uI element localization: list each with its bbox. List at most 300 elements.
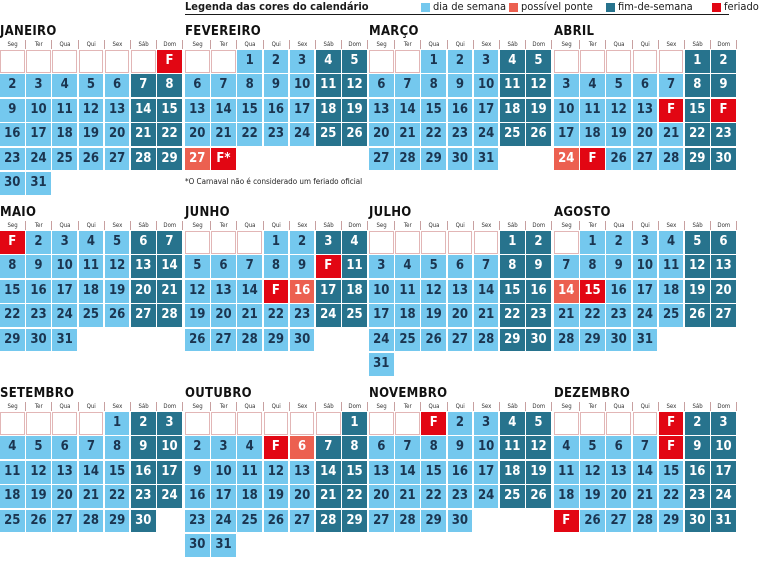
weekday-label: Sáb — [131, 40, 157, 49]
day-cell: 19 — [580, 485, 605, 508]
day-cell: 16 — [185, 485, 210, 508]
day-cell: 18 — [79, 280, 104, 303]
weekend-day-cell: 25 — [342, 304, 367, 327]
day-cell: 23 — [290, 304, 315, 327]
day-cell: 31 — [52, 329, 77, 352]
holiday-cell: F — [580, 148, 605, 171]
month-name: ABRIL — [554, 24, 595, 39]
day-cell: 11 — [554, 461, 579, 484]
weekday-label: Qua — [606, 221, 632, 230]
day-cell: 17 — [211, 485, 236, 508]
weekend-day-cell: 4 — [316, 50, 341, 73]
day-cell: 18 — [659, 280, 684, 303]
weekend-day-cell: 22 — [157, 123, 182, 146]
day-cell: 31 — [633, 329, 658, 352]
day-cell: 28 — [633, 510, 658, 533]
day-cell: 20 — [606, 485, 631, 508]
weekday-label: Qua — [421, 40, 447, 49]
weekday-label: Dom — [711, 402, 737, 411]
day-cell: 13 — [185, 99, 210, 122]
day-cell: 5 — [421, 255, 446, 278]
day-cell: 18 — [580, 123, 605, 146]
day-cell: 24 — [211, 510, 236, 533]
holiday-cell: F — [554, 510, 579, 533]
day-cell: 31 — [369, 353, 394, 376]
weekday-label: Dom — [711, 221, 737, 230]
weekend-day-cell: 28 — [157, 304, 182, 327]
day-cell: 6 — [606, 436, 631, 459]
day-cell: 8 — [421, 74, 446, 97]
weekend-day-cell: 26 — [342, 123, 367, 146]
weekend-day-cell: 6 — [711, 231, 736, 254]
empty-cell — [554, 412, 579, 435]
day-cell: 24 — [474, 123, 499, 146]
weekday-label: Seg — [554, 402, 580, 411]
day-cell: 19 — [606, 123, 631, 146]
weekday-label: Qui — [264, 221, 290, 230]
day-cell: 10 — [290, 74, 315, 97]
weekday-label: Seg — [369, 40, 395, 49]
weekday-label: Sex — [474, 221, 500, 230]
empty-cell — [185, 50, 210, 73]
month-name: MAIO — [0, 205, 37, 220]
month-name: OUTUBRO — [185, 386, 252, 401]
weekday-label: Dom — [526, 402, 552, 411]
day-cell: 27 — [211, 329, 236, 352]
day-cell: 3 — [474, 412, 499, 435]
weekend-day-cell: 11 — [316, 74, 341, 97]
weekend-day-cell: 25 — [500, 485, 525, 508]
day-cell: 9 — [264, 74, 289, 97]
weekend-day-cell: 17 — [316, 280, 341, 303]
weekend-day-cell: 3 — [157, 412, 182, 435]
day-cell: 26 — [580, 510, 605, 533]
day-cell: 23 — [606, 304, 631, 327]
day-cell: 4 — [52, 74, 77, 97]
day-cell: 31 — [474, 148, 499, 171]
weekend-day-cell: 16 — [526, 280, 551, 303]
day-cell: 13 — [448, 280, 473, 303]
day-cell: 27 — [369, 510, 394, 533]
weekend-day-cell: 12 — [526, 436, 551, 459]
legend-item-w — [421, 1, 506, 13]
legend-item-f — [712, 1, 759, 13]
day-cell: 17 — [554, 123, 579, 146]
day-cell: 3 — [211, 436, 236, 459]
empty-cell — [395, 50, 420, 73]
holiday-cell: F — [157, 50, 182, 73]
day-cell: 22 — [421, 123, 446, 146]
day-cell: 5 — [580, 436, 605, 459]
day-cell: 2 — [448, 412, 473, 435]
month-name: AGOSTO — [554, 205, 611, 220]
weekend-day-cell: 2 — [685, 412, 710, 435]
day-cell: 24 — [52, 304, 77, 327]
empty-cell — [185, 231, 210, 254]
weekend-day-cell: 14 — [157, 255, 182, 278]
day-cell: 19 — [264, 485, 289, 508]
weekend-day-cell: 3 — [711, 412, 736, 435]
day-cell: 13 — [369, 461, 394, 484]
bridge-day-cell: 14 — [554, 280, 579, 303]
empty-cell — [79, 412, 104, 435]
day-cell: 30 — [448, 510, 473, 533]
day-cell: 22 — [237, 123, 262, 146]
holiday-cell: F — [264, 280, 289, 303]
day-cell: 18 — [237, 485, 262, 508]
day-cell: 29 — [421, 148, 446, 171]
empty-cell — [0, 412, 25, 435]
weekday-header — [554, 402, 729, 411]
day-cell: 7 — [79, 436, 104, 459]
day-cell: 18 — [52, 123, 77, 146]
day-cell: 23 — [0, 148, 25, 171]
day-cell: 28 — [395, 510, 420, 533]
empty-cell — [369, 50, 394, 73]
weekday-label: Sáb — [685, 402, 711, 411]
day-cell: 6 — [211, 255, 236, 278]
weekday-label: Sáb — [500, 402, 526, 411]
day-cell: 13 — [369, 99, 394, 122]
day-cell: 14 — [395, 99, 420, 122]
day-cell: 25 — [52, 148, 77, 171]
weekday-header — [554, 40, 729, 49]
weekday-label: Sáb — [685, 221, 711, 230]
day-cell: 28 — [237, 329, 262, 352]
weekday-label: Sex — [474, 402, 500, 411]
weekday-label: Seg — [369, 221, 395, 230]
weekend-day-cell: 14 — [316, 461, 341, 484]
weekend-day-cell: 26 — [685, 304, 710, 327]
day-cell: 23 — [26, 304, 51, 327]
day-cell: 3 — [290, 50, 315, 73]
weekday-label: Ter — [211, 402, 237, 411]
weekend-day-cell: 30 — [711, 148, 736, 171]
weekday-label: Ter — [395, 402, 421, 411]
weekday-label: Qui — [79, 221, 105, 230]
weekend-day-cell: 19 — [685, 280, 710, 303]
empty-cell — [633, 50, 658, 73]
day-cell: 25 — [395, 329, 420, 352]
holiday-cell: F — [421, 412, 446, 435]
day-cell: 16 — [448, 99, 473, 122]
weekend-day-cell: 25 — [500, 123, 525, 146]
weekend-day-cell: 2 — [711, 50, 736, 73]
weekday-label: Ter — [26, 40, 52, 49]
day-cell: 26 — [185, 329, 210, 352]
weekend-day-cell: 2 — [526, 231, 551, 254]
bridge-day-cell: 24 — [554, 148, 579, 171]
weekday-label: Qua — [52, 40, 78, 49]
day-cell: 10 — [211, 461, 236, 484]
weekend-day-cell: 29 — [157, 148, 182, 171]
weekend-day-cell: 11 — [500, 74, 525, 97]
empty-cell — [316, 412, 341, 435]
weekday-header — [185, 221, 360, 230]
weekday-label: Sex — [105, 40, 131, 49]
weekday-label: Sáb — [685, 40, 711, 49]
day-cell: 3 — [369, 255, 394, 278]
weekday-header — [0, 402, 175, 411]
weekday-label: Dom — [157, 402, 183, 411]
day-cell: 21 — [395, 123, 420, 146]
legend-item-b — [509, 1, 593, 13]
month-name: FEVEREIRO — [185, 24, 262, 39]
weekday-label: Sex — [290, 40, 316, 49]
weekend-day-cell: 9 — [711, 74, 736, 97]
day-cell: 6 — [185, 74, 210, 97]
day-cell: 3 — [52, 231, 77, 254]
legend-swatch — [712, 3, 721, 12]
day-cell: 7 — [395, 74, 420, 97]
day-cell: 15 — [421, 99, 446, 122]
day-cell: 7 — [633, 436, 658, 459]
empty-cell — [659, 50, 684, 73]
weekend-day-cell: 19 — [526, 99, 551, 122]
day-cell: 2 — [185, 436, 210, 459]
day-cell: 17 — [369, 304, 394, 327]
day-cell: 27 — [606, 510, 631, 533]
day-cell: 7 — [474, 255, 499, 278]
day-cell: 20 — [52, 485, 77, 508]
weekday-label: Dom — [157, 221, 183, 230]
day-cell: 24 — [633, 304, 658, 327]
weekday-label: Qui — [264, 40, 290, 49]
day-cell: 21 — [79, 485, 104, 508]
day-cell: 6 — [448, 255, 473, 278]
day-cell: 13 — [606, 461, 631, 484]
weekday-header — [369, 402, 544, 411]
empty-cell — [185, 412, 210, 435]
weekend-day-cell: 24 — [711, 485, 736, 508]
empty-cell — [633, 412, 658, 435]
day-cell: 26 — [26, 510, 51, 533]
weekend-day-cell: 17 — [711, 461, 736, 484]
weekend-day-cell: 20 — [131, 280, 156, 303]
weekend-day-cell: 3 — [316, 231, 341, 254]
day-cell: 20 — [369, 123, 394, 146]
weekend-day-cell: 22 — [500, 304, 525, 327]
day-cell: 12 — [580, 461, 605, 484]
weekday-header — [185, 402, 360, 411]
legend-title: Legenda das cores do calendário — [185, 0, 369, 13]
day-cell: 14 — [211, 99, 236, 122]
day-cell: 8 — [105, 436, 130, 459]
empty-cell — [79, 50, 104, 73]
day-cell: 26 — [421, 329, 446, 352]
weekday-label: Ter — [580, 40, 606, 49]
weekend-day-cell: 31 — [711, 510, 736, 533]
weekend-day-cell: 18 — [500, 461, 525, 484]
day-cell: 21 — [211, 123, 236, 146]
weekend-day-cell: 8 — [342, 436, 367, 459]
day-cell: 6 — [369, 436, 394, 459]
day-cell: 21 — [395, 485, 420, 508]
day-cell: 14 — [79, 461, 104, 484]
empty-cell — [554, 231, 579, 254]
day-cell: 5 — [105, 231, 130, 254]
weekend-day-cell: 1 — [685, 50, 710, 73]
weekday-label: Qui — [633, 402, 659, 411]
day-cell: 2 — [448, 50, 473, 73]
day-cell: 10 — [633, 255, 658, 278]
day-cell: 5 — [185, 255, 210, 278]
day-cell: 1 — [237, 50, 262, 73]
holiday-cell: F — [316, 255, 341, 278]
weekday-label: Sex — [290, 221, 316, 230]
day-cell: 2 — [0, 74, 25, 97]
weekday-label: Qui — [448, 40, 474, 49]
day-cell: 2 — [264, 50, 289, 73]
weekend-day-cell: 18 — [342, 280, 367, 303]
day-cell: 12 — [606, 99, 631, 122]
weekday-label: Dom — [342, 402, 368, 411]
weekday-header — [185, 40, 360, 49]
day-cell: 28 — [554, 329, 579, 352]
day-cell: 24 — [369, 329, 394, 352]
day-cell: 26 — [264, 510, 289, 533]
weekday-label: Seg — [554, 221, 580, 230]
day-cell: 21 — [554, 304, 579, 327]
weekend-day-cell: 29 — [500, 329, 525, 352]
day-cell: 28 — [659, 148, 684, 171]
day-cell: 23 — [448, 123, 473, 146]
weekday-label: Sex — [659, 402, 685, 411]
day-cell: 15 — [421, 461, 446, 484]
day-cell: 25 — [237, 510, 262, 533]
weekend-day-cell: 23 — [526, 304, 551, 327]
day-cell: 19 — [421, 304, 446, 327]
month-name: DEZEMBRO — [554, 386, 631, 401]
weekend-day-cell: 22 — [685, 123, 710, 146]
day-cell: 25 — [659, 304, 684, 327]
weekday-label: Qua — [606, 40, 632, 49]
month-name: MARÇO — [369, 24, 419, 39]
empty-cell — [554, 50, 579, 73]
day-cell: 4 — [395, 255, 420, 278]
day-cell: 3 — [633, 231, 658, 254]
weekend-day-cell: 19 — [526, 461, 551, 484]
empty-cell — [237, 412, 262, 435]
empty-cell — [395, 412, 420, 435]
weekend-day-cell: 5 — [685, 231, 710, 254]
day-cell: 7 — [554, 255, 579, 278]
day-cell: 22 — [0, 304, 25, 327]
weekday-label: Sex — [105, 221, 131, 230]
day-cell: 29 — [105, 510, 130, 533]
day-cell: 4 — [237, 436, 262, 459]
day-cell: 8 — [580, 255, 605, 278]
day-cell: 25 — [79, 304, 104, 327]
day-cell: 22 — [580, 304, 605, 327]
day-cell: 7 — [395, 436, 420, 459]
weekend-day-cell: 12 — [526, 74, 551, 97]
day-cell: 15 — [237, 99, 262, 122]
weekday-label: Qua — [421, 402, 447, 411]
day-cell: 9 — [448, 74, 473, 97]
empty-cell — [211, 50, 236, 73]
weekday-label: Seg — [0, 221, 26, 230]
day-cell: 15 — [659, 461, 684, 484]
empty-cell — [395, 231, 420, 254]
day-cell: 9 — [185, 461, 210, 484]
weekday-label: Qui — [633, 40, 659, 49]
empty-cell — [264, 412, 289, 435]
weekend-day-cell: 14 — [131, 99, 156, 122]
holiday-cell: F — [659, 412, 684, 435]
weekday-header — [369, 221, 544, 230]
weekday-label: Qui — [448, 221, 474, 230]
day-cell: 16 — [448, 461, 473, 484]
day-cell: 10 — [369, 280, 394, 303]
day-cell: 9 — [0, 99, 25, 122]
day-cell: 6 — [369, 74, 394, 97]
weekend-day-cell: 10 — [711, 436, 736, 459]
weekend-day-cell: 8 — [157, 74, 182, 97]
day-cell: 16 — [26, 280, 51, 303]
weekday-label: Dom — [526, 40, 552, 49]
day-cell: 20 — [105, 123, 130, 146]
weekday-label: Qui — [633, 221, 659, 230]
weekend-day-cell: 26 — [526, 485, 551, 508]
day-cell: 30 — [26, 329, 51, 352]
day-cell: 23 — [264, 123, 289, 146]
day-cell: 9 — [606, 255, 631, 278]
weekend-day-cell: 9 — [526, 255, 551, 278]
day-cell: 16 — [264, 99, 289, 122]
day-cell: 20 — [369, 485, 394, 508]
weekend-day-cell: 21 — [131, 123, 156, 146]
day-cell: 31 — [211, 534, 236, 557]
weekday-label: Seg — [185, 40, 211, 49]
day-cell: 4 — [0, 436, 25, 459]
weekday-label: Sáb — [131, 221, 157, 230]
day-cell: 19 — [26, 485, 51, 508]
day-cell: 8 — [0, 255, 25, 278]
weekend-day-cell: 9 — [685, 436, 710, 459]
holiday-cell: F — [659, 436, 684, 459]
day-cell: 29 — [580, 329, 605, 352]
weekday-label: Qua — [237, 221, 263, 230]
weekend-day-cell: 4 — [342, 231, 367, 254]
day-cell: 11 — [237, 461, 262, 484]
carnival-footnote: *O Carnaval não é considerado um feriado oficial — [185, 177, 363, 186]
weekend-day-cell: 2 — [131, 412, 156, 435]
day-cell: 19 — [105, 280, 130, 303]
day-cell: 29 — [659, 510, 684, 533]
weekend-day-cell: 19 — [342, 99, 367, 122]
holiday-cell: F* — [211, 148, 236, 171]
day-cell: 7 — [237, 255, 262, 278]
weekday-label: Ter — [580, 402, 606, 411]
weekend-day-cell: 15 — [342, 461, 367, 484]
day-cell: 8 — [421, 436, 446, 459]
weekday-label: Sex — [290, 402, 316, 411]
day-cell: 6 — [633, 74, 658, 97]
day-cell: 12 — [264, 461, 289, 484]
day-cell: 31 — [26, 172, 51, 195]
weekend-day-cell: 18 — [500, 99, 525, 122]
day-cell: 9 — [448, 436, 473, 459]
day-cell: 8 — [264, 255, 289, 278]
weekend-day-cell: 6 — [131, 231, 156, 254]
empty-cell — [211, 231, 236, 254]
day-cell: 19 — [185, 304, 210, 327]
weekday-label: Ter — [395, 40, 421, 49]
day-cell: 29 — [0, 329, 25, 352]
weekend-day-cell: 8 — [685, 74, 710, 97]
day-cell: 28 — [395, 148, 420, 171]
